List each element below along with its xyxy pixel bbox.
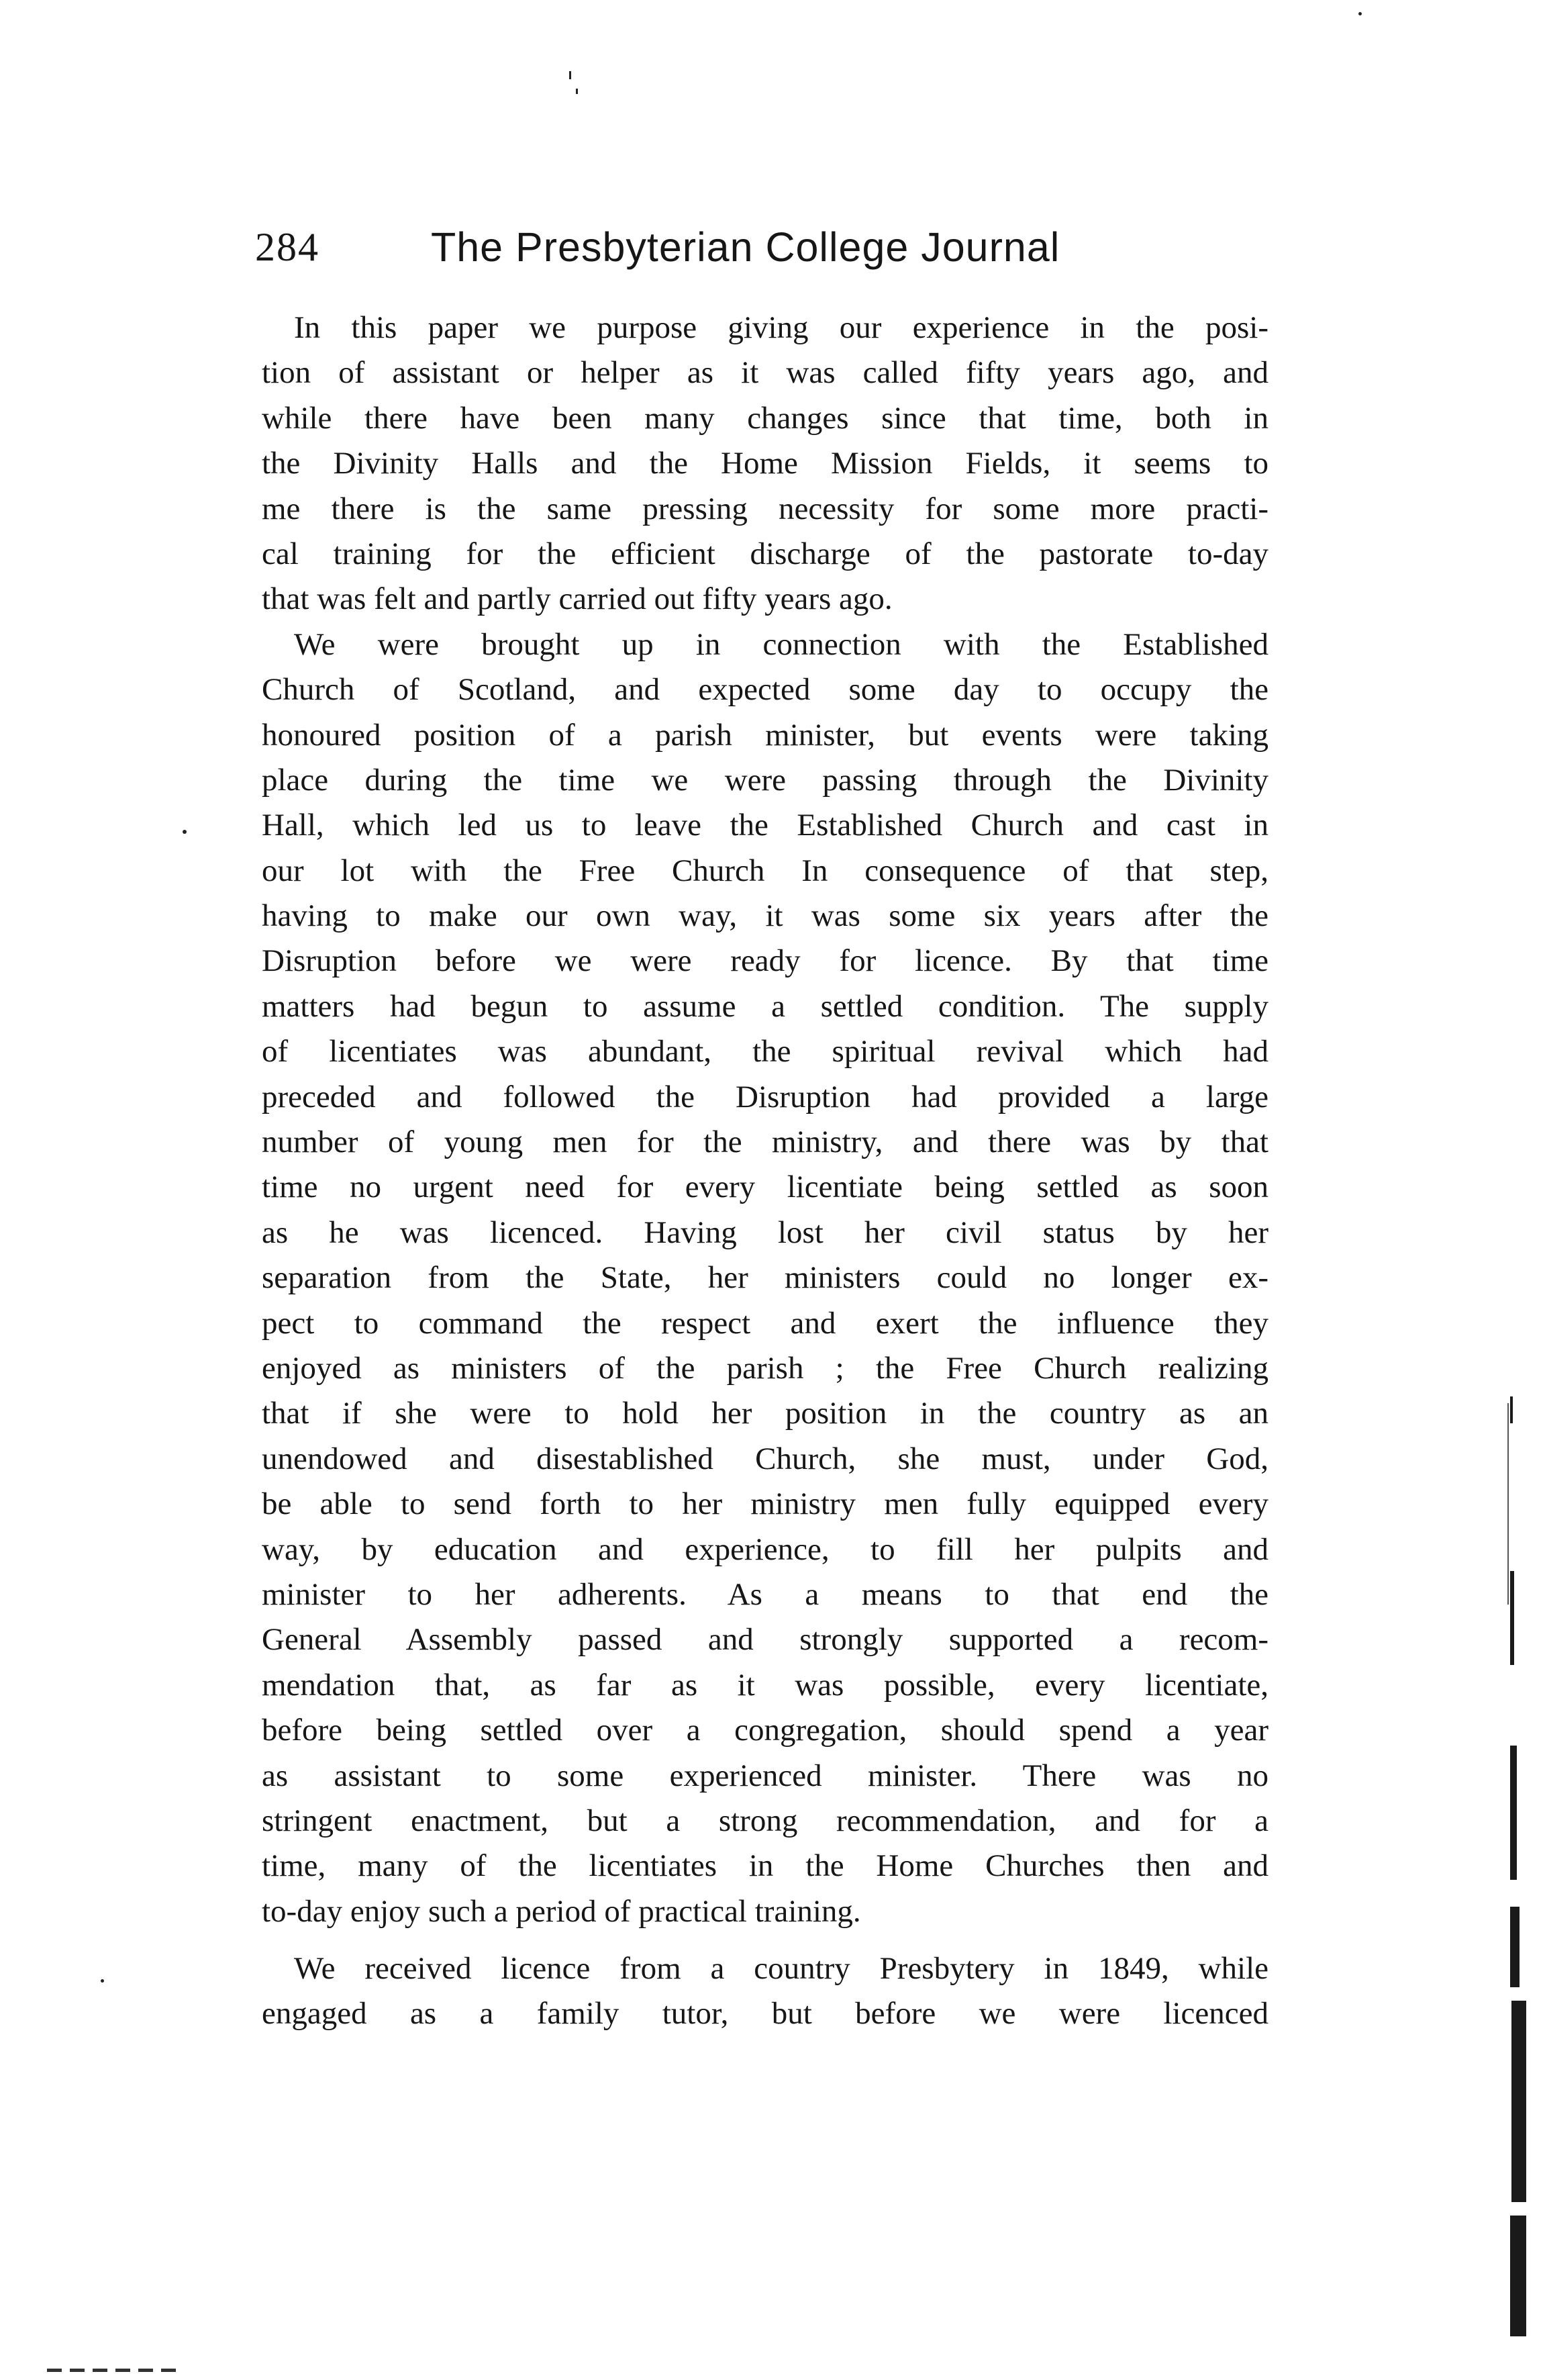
page-header bbox=[255, 213, 1168, 281]
paragraph bbox=[262, 1946, 1268, 2037]
text-line: General Assembly passed and strongly supported a recom- bbox=[262, 1622, 1268, 1658]
text-line: having to make our own way, it was some six years after the bbox=[262, 898, 1268, 934]
scan-speck bbox=[576, 89, 578, 94]
text-line: matters had begun to assume a settled condition. The supply bbox=[262, 988, 1268, 1024]
text-line: of licentiates was abundant, the spiritual revival which had bbox=[262, 1034, 1268, 1069]
text-line: as assistant to some experienced minister. There was no bbox=[262, 1758, 1268, 1793]
edge-shadow-segment bbox=[1510, 2216, 1526, 2336]
edge-shadow-segment bbox=[1510, 1907, 1520, 1987]
text-line: minister to her adherents. As a means to that end the bbox=[262, 1576, 1268, 1612]
text-line: before being settled over a congregation, should spend a year bbox=[262, 1713, 1268, 1748]
text-line: Hall, which led us to leave the Established Church and cast in bbox=[262, 808, 1268, 843]
scan-speck bbox=[569, 71, 571, 79]
text-line: engaged as a family tutor, but before we were licenced bbox=[262, 1996, 1268, 2032]
text-line: mendation that, as far as it was possible, every licentiate, bbox=[262, 1667, 1268, 1703]
text-line: be able to send forth to her ministry men fully equipped every bbox=[262, 1486, 1268, 1522]
text-line: tion of assistant or helper as it was called fifty years ago, and bbox=[262, 355, 1268, 391]
edge-shadow-segment bbox=[1510, 1746, 1517, 1880]
text-line: while there have been many changes since that time, both in bbox=[262, 400, 1268, 436]
text-line: way, by education and experience, to fill her pulpits and bbox=[262, 1531, 1268, 1567]
paragraph-gap bbox=[262, 1934, 1268, 1946]
text-line: cal training for the efficient discharge of the pastorate to-day bbox=[262, 536, 1268, 571]
edge-shadow-segment bbox=[1511, 2001, 1526, 2202]
article-body bbox=[262, 305, 1268, 2037]
running-title: The Presbyterian College Journal bbox=[431, 224, 1060, 270]
text-line: honoured position of a parish minister, but events were taking bbox=[262, 717, 1268, 753]
paragraph bbox=[262, 305, 1268, 622]
paragraph bbox=[262, 622, 1268, 1934]
text-line: as he was licenced. Having lost her civil status by her bbox=[262, 1215, 1268, 1250]
scan-speck bbox=[1507, 1403, 1509, 1605]
text-line: stringent enactment, but a strong recommendation, and for a bbox=[262, 1803, 1268, 1838]
text-line: me there is the same pressing necessity for some more practi- bbox=[262, 491, 1268, 526]
text-line: time, many of the licentiates in the Home Churches then and bbox=[262, 1848, 1268, 1884]
edge-shadow-segment bbox=[1510, 1571, 1514, 1665]
text-line: time no urgent need for every licentiate being settled as soon bbox=[262, 1170, 1268, 1205]
text-line: In this paper we purpose giving our experience in the posi- bbox=[294, 310, 1268, 345]
scan-speck bbox=[183, 830, 187, 834]
text-line: to-day enjoy such a period of practical training. bbox=[262, 1893, 861, 1929]
edge-shadow-segment bbox=[1510, 1396, 1513, 1423]
footer-rule bbox=[47, 2369, 181, 2372]
text-line: that was felt and partly carried out fifty years ago. bbox=[262, 581, 893, 617]
text-line: pect to command the respect and exert the influence they bbox=[262, 1305, 1268, 1341]
text-line: that if she were to hold her position in the country as an bbox=[262, 1396, 1268, 1431]
page-number: 284 bbox=[255, 225, 319, 269]
text-line: the Divinity Halls and the Home Mission Fields, it seems to bbox=[262, 446, 1268, 481]
text-line: Disruption before we were ready for licence. By that time bbox=[262, 943, 1268, 979]
scan-speck bbox=[101, 1979, 104, 1983]
text-line: number of young men for the ministry, and there was by that bbox=[262, 1125, 1268, 1160]
page-edge-shadow bbox=[1510, 1396, 1528, 2377]
text-line: preceded and followed the Disruption had provided a large bbox=[262, 1079, 1268, 1114]
text-line: We were brought up in connection with the Established bbox=[294, 626, 1268, 662]
text-line: Church of Scotland, and expected some day to occupy the bbox=[262, 672, 1268, 708]
text-line: We received licence from a country Presbytery in 1849, while bbox=[294, 1951, 1268, 1987]
text-line: separation from the State, her ministers could no longer ex- bbox=[262, 1260, 1268, 1296]
text-line: enjoyed as ministers of the parish ; the Free Church realizing bbox=[262, 1350, 1268, 1386]
text-line: unendowed and disestablished Church, she must, under God, bbox=[262, 1441, 1268, 1476]
text-line: our lot with the Free Church In consequence of that step, bbox=[262, 853, 1268, 888]
scan-speck bbox=[1358, 12, 1362, 15]
text-line: place during the time we were passing through the Divinity bbox=[262, 762, 1268, 798]
